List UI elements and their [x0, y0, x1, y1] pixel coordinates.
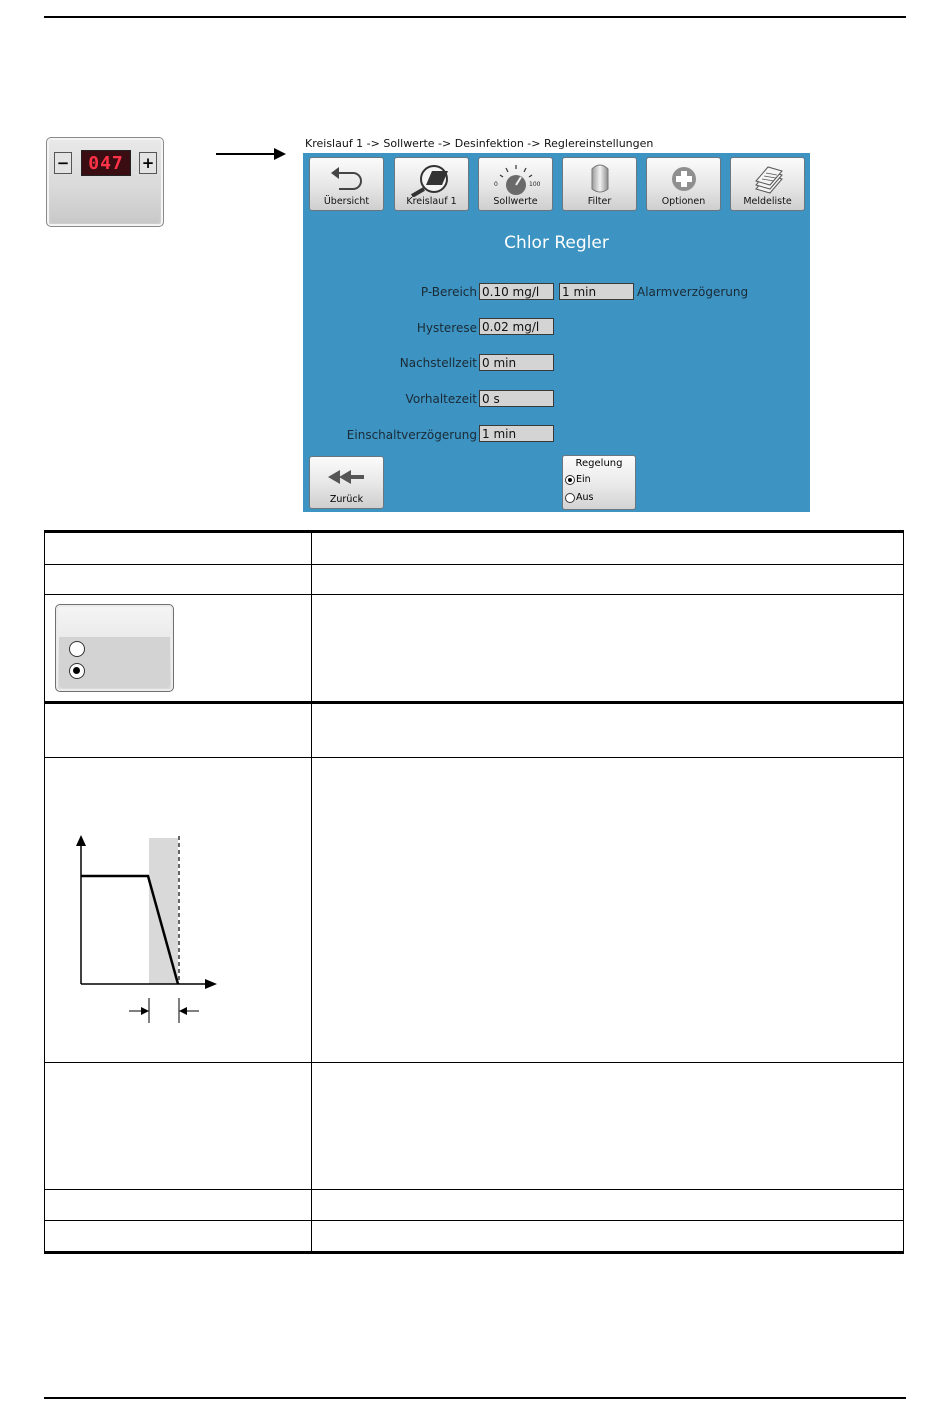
- decrement-button[interactable]: −: [54, 152, 72, 174]
- row-divider: [44, 1220, 904, 1221]
- row-divider: [44, 757, 904, 758]
- back-label: Zurück: [329, 494, 364, 505]
- radio-ein-row[interactable]: [565, 474, 591, 485]
- regelung-widget-illustration: [55, 604, 174, 692]
- nav-button-sollwerte[interactable]: [478, 157, 553, 211]
- nav-button-uebersicht[interactable]: [309, 157, 384, 211]
- regelung-title: Regelung: [575, 458, 623, 469]
- increment-button[interactable]: +: [139, 152, 157, 174]
- row-divider: [44, 701, 904, 704]
- hysterese-field[interactable]: 0.02 mg/l: [479, 318, 554, 335]
- radio-aus[interactable]: [565, 493, 575, 503]
- nav-label: Optionen: [661, 196, 706, 207]
- row-divider: [44, 1189, 904, 1190]
- radio-aus-label: Aus: [576, 492, 594, 503]
- row-divider: [44, 1062, 904, 1063]
- nav-label: Meldeliste: [743, 196, 792, 207]
- radio-ein-label: Ein: [576, 474, 591, 485]
- screen-title: Chlor Regler: [504, 233, 609, 253]
- table-left-edge: [44, 530, 45, 1254]
- nav-label: Filter: [587, 196, 612, 207]
- p-bereich-label: P-Bereich: [420, 285, 477, 299]
- vorhaltezeit-field[interactable]: 0 s: [479, 390, 554, 407]
- y-axis-arrow: [76, 835, 86, 846]
- dial-max-label: 100: [528, 181, 540, 188]
- parameter-table: [44, 530, 904, 1254]
- table-top-rule: [44, 530, 904, 533]
- einschaltverzoegerung-field[interactable]: 1 min: [479, 425, 554, 442]
- nav-button-kreislauf[interactable]: [394, 157, 469, 211]
- top-rule: [44, 16, 906, 18]
- alarm-delay-label: Alarmverzögerung: [637, 285, 749, 299]
- x-axis-arrow: [205, 979, 217, 989]
- nav-button-filter[interactable]: [562, 157, 637, 211]
- dial-min-label: 0: [493, 181, 498, 188]
- delay-band: [149, 838, 178, 984]
- column-divider: [311, 530, 312, 1254]
- undo-arrow-icon: [327, 163, 367, 197]
- nav-label: Übersicht: [323, 196, 370, 207]
- table-right-edge: [903, 530, 904, 1254]
- nav-button-meldeliste[interactable]: [730, 157, 805, 211]
- radio-on-illustration: [69, 663, 85, 679]
- p-bereich-field[interactable]: 0.10 mg/l: [479, 283, 554, 300]
- bottom-rule: [44, 1397, 906, 1399]
- back-button[interactable]: [309, 456, 384, 509]
- vorhaltezeit-label: Vorhaltezeit: [405, 392, 477, 406]
- hysterese-label: Hysterese: [416, 321, 477, 335]
- led-display: 047: [81, 150, 131, 176]
- rewind-icon: [326, 467, 368, 491]
- controller-screen: [303, 135, 810, 512]
- radio-ein[interactable]: [565, 475, 575, 485]
- setpoint-display-widget: [46, 137, 164, 227]
- radio-off-illustration: [69, 641, 85, 657]
- nachstellzeit-label: Nachstellzeit: [399, 356, 477, 370]
- nachstellzeit-field[interactable]: 0 min: [479, 354, 554, 371]
- alarm-delay-field[interactable]: 1 min: [559, 283, 634, 300]
- nav-label: Kreislauf 1: [406, 196, 457, 207]
- row-divider: [44, 594, 904, 595]
- delay-diagram: [69, 830, 229, 1030]
- row-divider: [44, 564, 904, 565]
- widget-lower-panel: [50, 182, 160, 223]
- radio-aus-row[interactable]: [565, 492, 593, 503]
- table-bottom-rule: [44, 1251, 904, 1254]
- pointer-arrow: [216, 153, 278, 155]
- nav-label: Sollwerte: [493, 196, 538, 207]
- breadcrumb: Kreislauf 1 -> Sollwerte -> Desinfektion -> Reglereinstellungen: [303, 135, 810, 153]
- pointer-arrow-head: [274, 148, 286, 160]
- nav-button-optionen[interactable]: [646, 157, 721, 211]
- einschaltverzoegerung-label: Einschaltverzögerung: [346, 428, 477, 442]
- regelung-group: [562, 455, 636, 510]
